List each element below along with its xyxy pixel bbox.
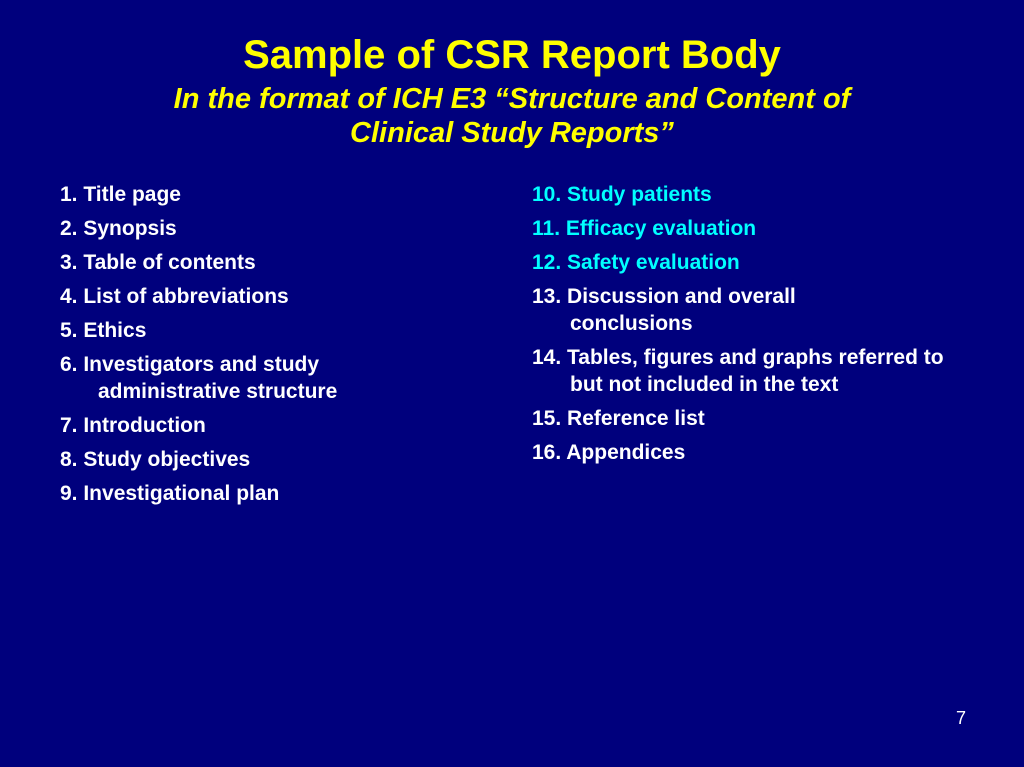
list-item: 16. Appendices <box>532 441 686 464</box>
list-item: 15. Reference list <box>532 407 705 430</box>
title-block <box>0 30 1024 150</box>
list-item: 13. Discussion and overall conclusions <box>532 285 796 335</box>
page-number: 7 <box>955 708 966 728</box>
list-item-highlighted: 10. Study patients <box>532 183 712 206</box>
list-item: 8. Study objectives <box>60 448 251 471</box>
list-item: 7. Introduction <box>60 414 206 437</box>
list-item-highlighted: 12. Safety evaluation <box>532 251 740 274</box>
subtitle-line-2: Clinical Study Reports” <box>350 117 674 149</box>
list-item: 5. Ethics <box>60 319 147 342</box>
list-item-highlighted: 11. Efficacy evaluation <box>532 217 757 240</box>
right-column-list <box>532 181 962 473</box>
list-item: 1. Title page <box>60 183 181 206</box>
list-item: 2. Synopsis <box>60 217 177 240</box>
list-item: 9. Investigational plan <box>60 482 280 505</box>
list-item: 4. List of abbreviations <box>60 285 289 308</box>
slide-title: Sample of CSR Report Body <box>243 33 781 77</box>
subtitle-line-1: In the format of ICH E3 “Structure and Content of <box>173 83 851 115</box>
list-item: 14. Tables, figures and graphs referred to but not included in the text <box>532 346 944 396</box>
list-item: 6. Investigators and study administrative structure <box>60 353 338 403</box>
slide-subtitle <box>0 82 1024 150</box>
left-column-list <box>60 181 480 514</box>
list-item: 3. Table of contents <box>60 251 256 274</box>
